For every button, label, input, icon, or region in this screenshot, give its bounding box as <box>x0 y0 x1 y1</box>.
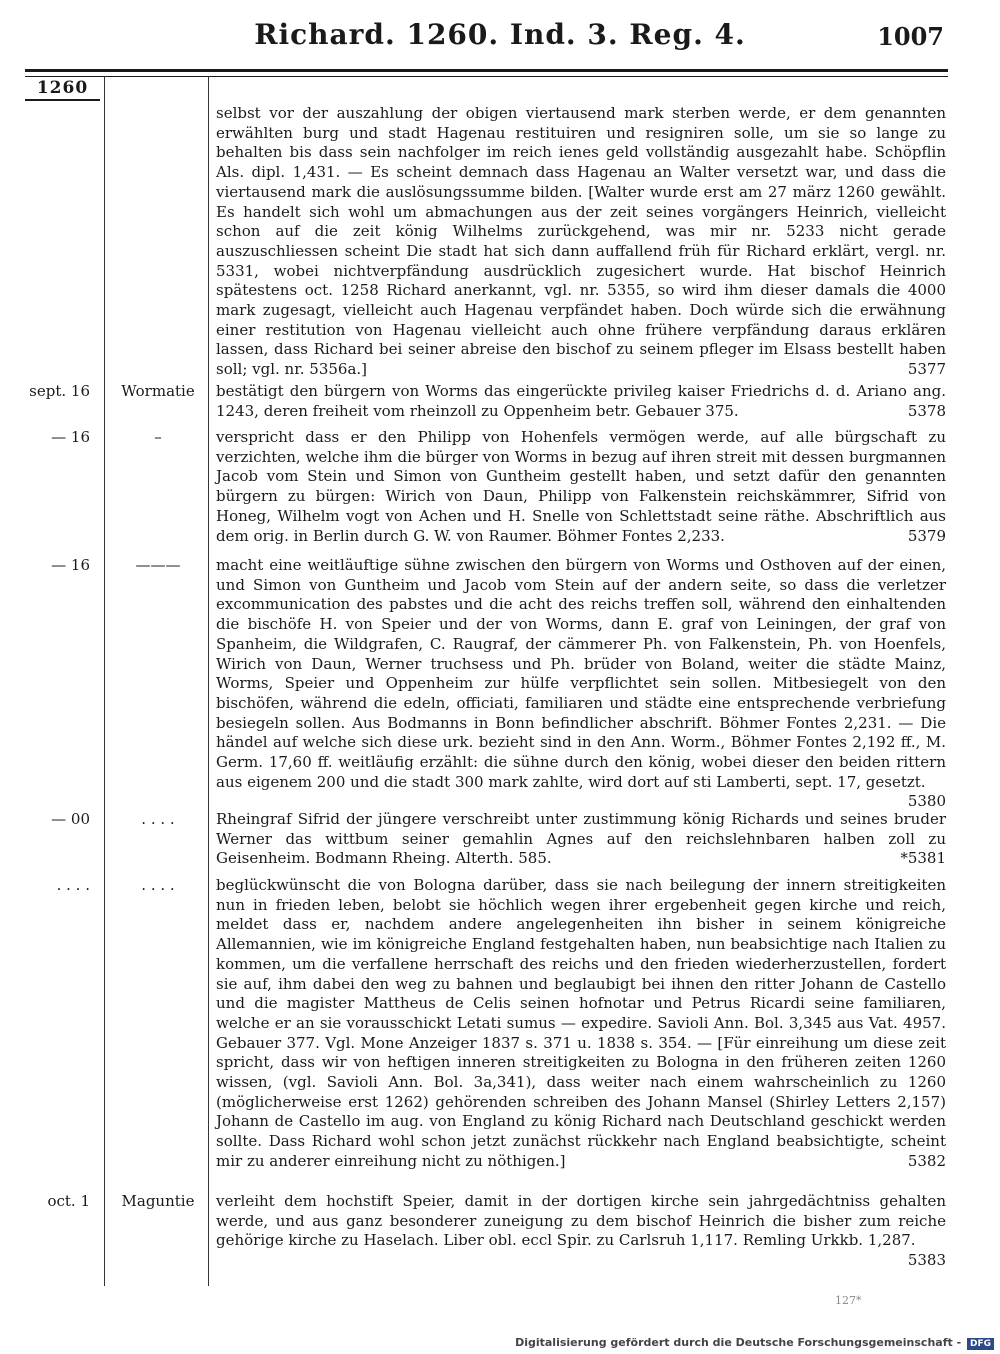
year-label: 1260 <box>36 78 89 98</box>
regest-entry <box>216 428 946 546</box>
entry-date: — 16 <box>51 428 90 446</box>
entry-number: 5383 <box>907 1251 946 1270</box>
regest-entry <box>216 876 946 1172</box>
entry-text: verleiht dem hochstift Speier, damit in der dortigen kirche sein jahrgedächtniss gehalten werde, und aus ganz besonderer zuneigung zu dem bischof Heinrich die bisher zum reiche gehörige kirche zu Haselach. Liber obl. eccl Spir. zu Carlsruh 1,117. Remling Urkkb. 1,287. <box>216 1192 946 1250</box>
entry-text: selbst vor der auszahlung der obigen viertausend mark sterben werde, er dem genannten erwählten burg und stadt Hagenau restituiren und resigniren solle, um sie so lange zu behalten bis dass sein nachfolger im reich ienes geld vollständig ausgezahlt habe. Schöpflin Als. dipl. 1,431. — Es scheint demnach dass Hagenau an Walter versetzt war, und dass die viertausend mark die auslösungssumme bilden. [Walter wurde erst am 27 märz 1260 gewählt. Es handelt sich wohl um abmachungen aus der zeit seines vorgängers Heinrich, vielleicht schon auf die zeit könig Wilhelms zurückgehend, was mir nr. 5233 nicht gerade auszuschliessen scheint Die stadt hat sich dann auffallend früh für Richard erklärt, vergl. nr. 5331, wobei nichtverpfändung ausdrücklich zugesichert wurde. Hat bischof Heinrich spätestens oct. 1258 Richard anerkannt, vgl. nr. 5355, so wird ihm dieser damals die 4000 mark zugesagt, vielleicht auch Hagenau verpfändet haben. Doch würde sich die erwähnung einer restitution von Hagenau vielleicht auch ohne frühere verpfändung daraus erklären lassen, dass Richard bei seiner abreise den bischof zu seinem pfleger im Elsass bestellt haben soll; vgl. nr. 5356a.] <box>216 104 946 379</box>
entry-text: Rheingraf Sifrid der jüngere verschreibt unter zustimmung könig Richards und seines bruder Werner das wittbum seiner gemahlin Agnes auf den reichslehnbaren halben zoll zu Geisenheim. Bodmann Rheing. Alterth. 585. <box>216 810 946 868</box>
regest-entry <box>216 382 946 421</box>
entry-date: . . . . <box>56 876 90 894</box>
regest-entry <box>216 104 946 380</box>
entry-text: bestätigt den bürgern von Worms das eingerückte privileg kaiser Friedrichs d. d. Ariano ang. 1243, deren freiheit vom rheinzoll zu Oppenheim betr. Gebauer 375. <box>216 382 946 420</box>
entry-place: . . . . <box>141 876 175 894</box>
entry-date: oct. 1 <box>47 1192 90 1210</box>
entry-text: verspricht dass er den Philipp von Hohenfels vermögen werde, auf alle bürgschaft zu verzichten, welche ihm die bürger von Worms in bezug auf ihren streit mit dessen burgmannen Jacob vom Stein und Simon von Guntheim gestellt haben, und setzt dafür den genannten bürgern zu bürgen: Wirich von Daun, Philipp von Falkenstein reichskämmrer, Sifrid von Honeg, Wilhelm vogt von Achen und H. Snelle von Schlettstadt seine räthe. Abschriftlich aus dem orig. in Berlin durch G. W. von Raumer. Böhmer Fontes 2,233. <box>216 428 946 545</box>
entry-place: Wormatie <box>121 382 195 400</box>
entry-number: 5377 <box>907 360 946 379</box>
entry-number: *5381 <box>900 849 946 868</box>
entry-date: — 00 <box>51 810 90 828</box>
entry-date: sept. 16 <box>29 382 90 400</box>
footer-text: Digitalisierung gefördert durch die Deutsche Forschungsgemeinschaft - <box>515 1336 962 1349</box>
entry-text: macht eine weitläuftige sühne zwischen den bürgern von Worms und Osthoven auf der einen, und Simon von Guntheim und Jacob vom Stein auf der andern seite, so dass die verletzer excommunication des pabstes und die acht des reichs treffen soll, während den einhaltenden die bischöfe H. von Speier und der von Worms, dann E. graf von Leiningen, der graf von Spanheim, die Wildgrafen, C. Raugraf, der cämmerer Ph. von Falkenstein, Ph. von Hoenfels, Wirich von Daun, Werner truchsess und Ph. brüder von Boland, weiter die städte Mainz, Worms, Speier und Oppenheim zur hülfe verpflichtet sein sollen. Mitbesiegelt von den bischöfen, während die edeln, officiati, familiaren und städte eine entsprechende verbriefung besiegeln sollen. Aus Bodmanns in Bonn befindlicher abschrift. Böhmer Fontes 2,231. — Die händel auf welche sich diese urk. bezieht sind in den Ann. Worm., Böhmer Fontes 2,192 ff., M. Germ. 17,60 ff. weitläufig erzählt: die sühne durch den könig, wobei dieser den beiden rittern aus eigenem 200 und die stadt 300 mark zahlte, wird dort auf sti Lamberti, sept. 17, gesetzt. <box>216 556 946 791</box>
header-rule-thin <box>25 76 948 77</box>
entry-number: 5378 <box>907 401 946 420</box>
entry-text: beglückwünscht die von Bologna darüber, dass sie nach beilegung der innern streitigkeiten nun in frieden leben, belobt sie höchlich wegen ihrer ergebenheit gegen kirche und reich, meldet dass er, nachdem andere angelegenheiten ihn bisher in seinem königreiche Allemannien, wie im königreiche England festgehalten haben, nun beabsichtige nach Italien zu kommen, um die verfallene herrschaft des reichs und den frieden wiederherzustellen, fordert sie auf, ihm dabei den weg zu bahnen und beglaubigt bei ihnen den ritter Johann de Castello und die magister Mattheus de Celis seinen hofnotar und Petrus Ricardi seine familiaren, welche er an sie vorausschickt Letati sumus — expedire. Savioli Ann. Bol. 3,345 aus Vat. 4957. Gebauer 377. Vgl. Mone Anzeiger 1837 s. 371 u. 1838 s. 354. — [Für einreihung um diese zeit spricht, dass wir von heftigen inneren streitigkeiten zu Bologna in den früheren zeiten 1260 wissen, (vgl. Savioli Ann. Bol. 3a,341), dass weiter nach einem wahrscheinlich zu 1260 (möglicherweise erst 1262) gehörenden schreiben des Johann Mansel (Shirley Letters 2,157) Johann de Castello im aug. von England zu könig Richard nach Deutschland geschickt werden sollte. Dass Richard wohl schon jetzt zunächst rückkehr nach England beabsichtigte, scheint mir zu anderer einreihung nicht zu nöthigen.] <box>216 876 946 1170</box>
column-divider-date <box>104 76 105 1286</box>
regest-entry <box>216 556 946 812</box>
header-rule-thick <box>25 69 948 72</box>
running-title: Richard. 1260. Ind. 3. Reg. 4. <box>254 18 746 51</box>
entry-number: 5382 <box>907 1151 946 1170</box>
page-number: 1007 <box>877 22 944 51</box>
digitization-footer <box>515 1336 994 1350</box>
dfg-logo-icon: DFG <box>967 1338 994 1350</box>
entry-place: . . . . <box>141 810 175 828</box>
entry-number: 5380 <box>907 792 946 811</box>
entry-date: — 16 <box>51 556 90 574</box>
year-underline <box>25 99 100 101</box>
entry-place: ——— <box>135 556 181 574</box>
entry-number: 5379 <box>907 526 946 545</box>
column-divider-place <box>208 76 209 1286</box>
entry-place: – <box>154 428 162 446</box>
regest-entry <box>216 1192 946 1271</box>
regest-entry <box>216 810 946 869</box>
entry-place: Maguntie <box>121 1192 195 1210</box>
signature-mark: 127* <box>835 1294 862 1307</box>
